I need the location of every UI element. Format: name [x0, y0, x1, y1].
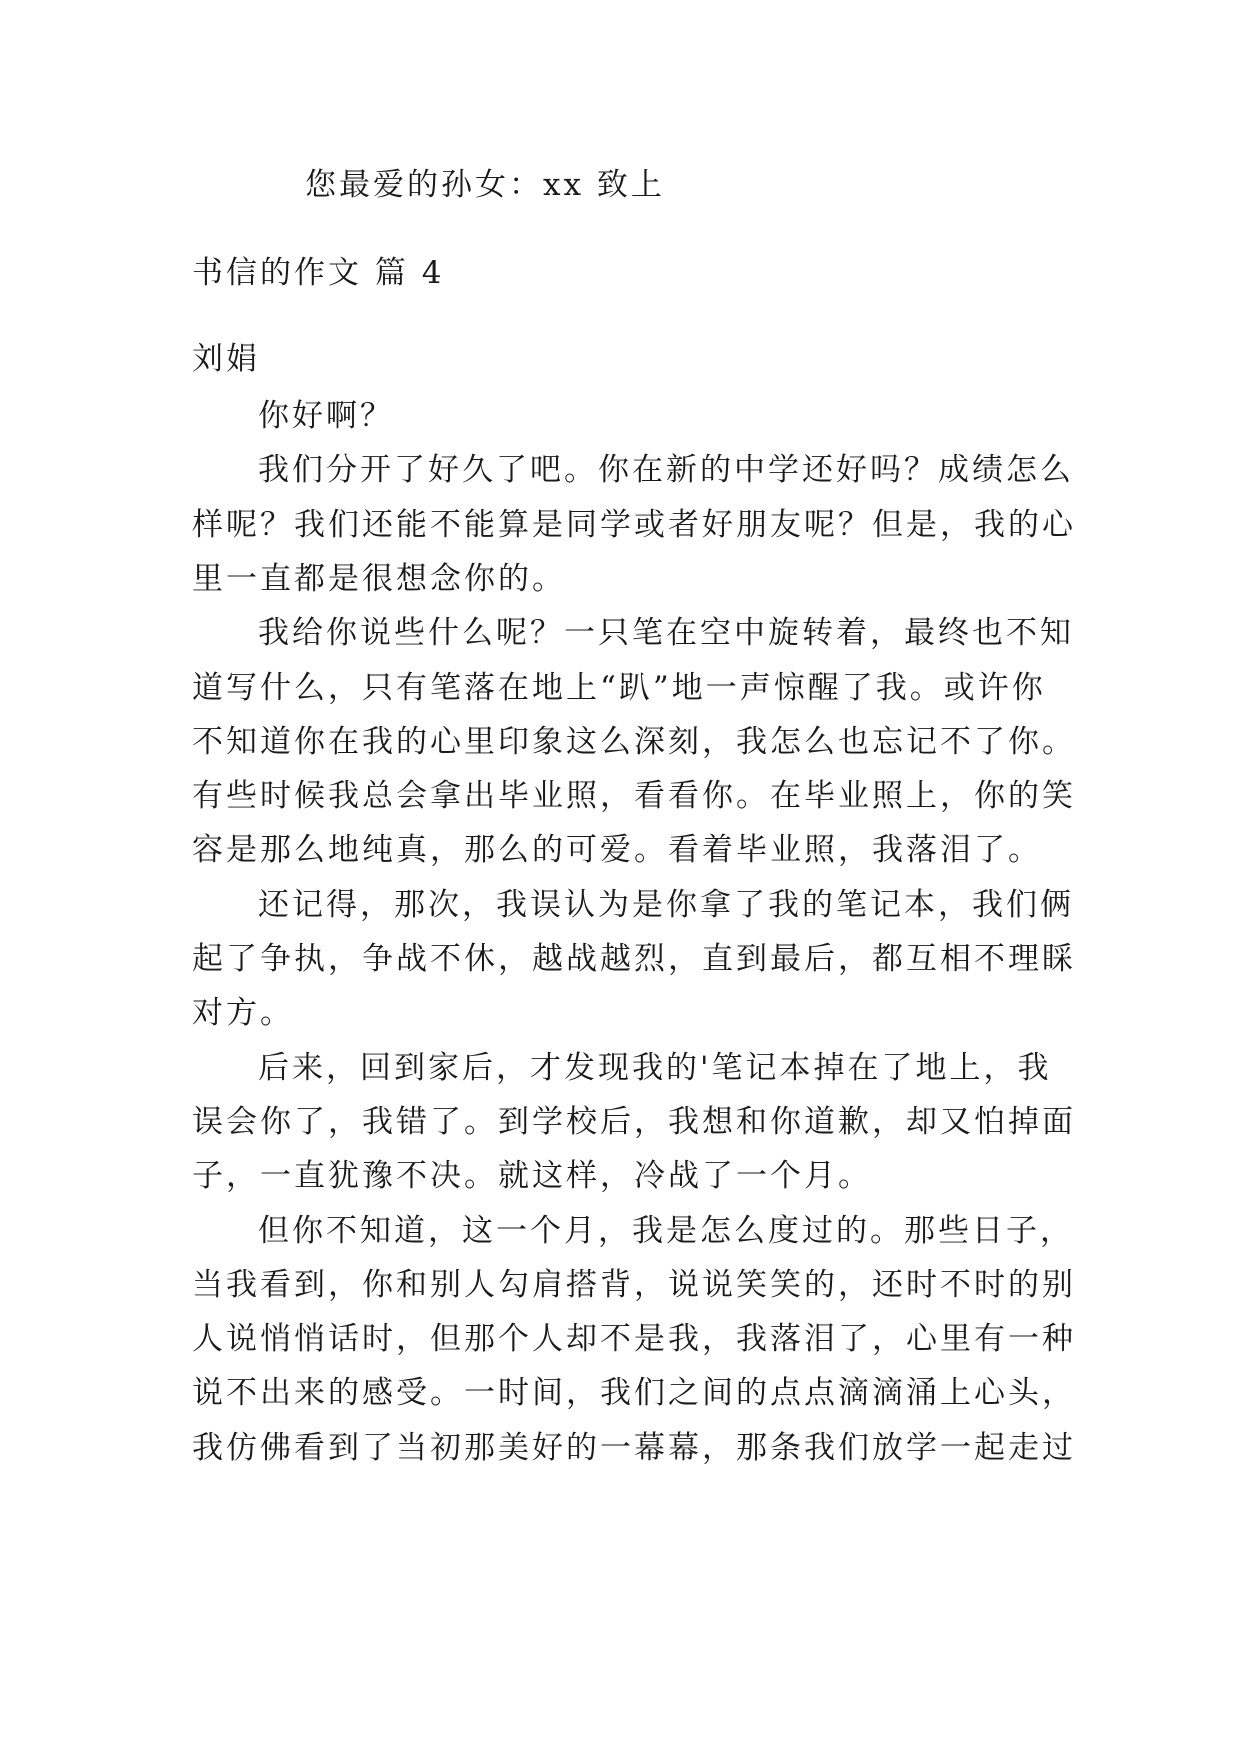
body-line: 后来，回到家后，才发现我的'笔记本掉在了地上，我: [258, 1050, 1052, 1086]
body-line: 但你不知道，这一个月，我是怎么度过的。那些日子，: [258, 1213, 1074, 1249]
body-line: 我给你说些什么呢？一只笔在空中旋转着，最终也不知: [258, 615, 1074, 651]
body-line: 样呢？我们还能不能算是同学或者好朋友呢？但是，我的心: [192, 507, 1076, 543]
body-line: 里一直都是很想念你的。: [192, 561, 566, 597]
body-line: 你好啊？: [258, 398, 394, 434]
body-line: 我仿佛看到了当初那美好的一幕幕，那条我们放学一起走过: [192, 1430, 1076, 1466]
body-line: 起了争执，争战不休，越战越烈，直到最后，都互相不理睬: [192, 941, 1076, 977]
body-line: 误会你了，我错了。到学校后，我想和你道歉，却又怕掉面: [192, 1104, 1076, 1140]
letter-closing: 您最爱的孙女：xx 致上: [305, 167, 665, 203]
body-line: 当我看到，你和别人勾肩搭背，说说笑笑的，还时不时的别: [192, 1267, 1076, 1303]
body-line: 还记得，那次，我误认为是你拿了我的笔记本，我们俩: [258, 887, 1074, 923]
section-title: 书信的作文 篇 4: [192, 255, 445, 291]
body-line: 容是那么地纯真，那么的可爱。看着毕业照，我落泪了。: [192, 832, 1042, 868]
body-line: 不知道你在我的心里印象这么深刻，我怎么也忘记不了你。: [192, 724, 1076, 760]
recipient-name: 刘娟: [192, 341, 260, 377]
body-line: 人说悄悄话时，但那个人却不是我，我落泪了，心里有一种: [192, 1321, 1076, 1357]
body-line: 对方。: [192, 995, 294, 1031]
body-line: 子，一直犹豫不决。就这样，冷战了一个月。: [192, 1158, 872, 1194]
body-line: 道写什么，只有笔落在地上“趴”地一声惊醒了我。或许你: [192, 670, 1046, 706]
body-line: 我们分开了好久了吧。你在新的中学还好吗？成绩怎么: [258, 452, 1074, 488]
body-line: 说不出来的感受。一时间，我们之间的点点滴滴涌上心头，: [192, 1375, 1076, 1411]
body-line: 有些时候我总会拿出毕业照，看看你。在毕业照上，你的笑: [192, 778, 1076, 814]
